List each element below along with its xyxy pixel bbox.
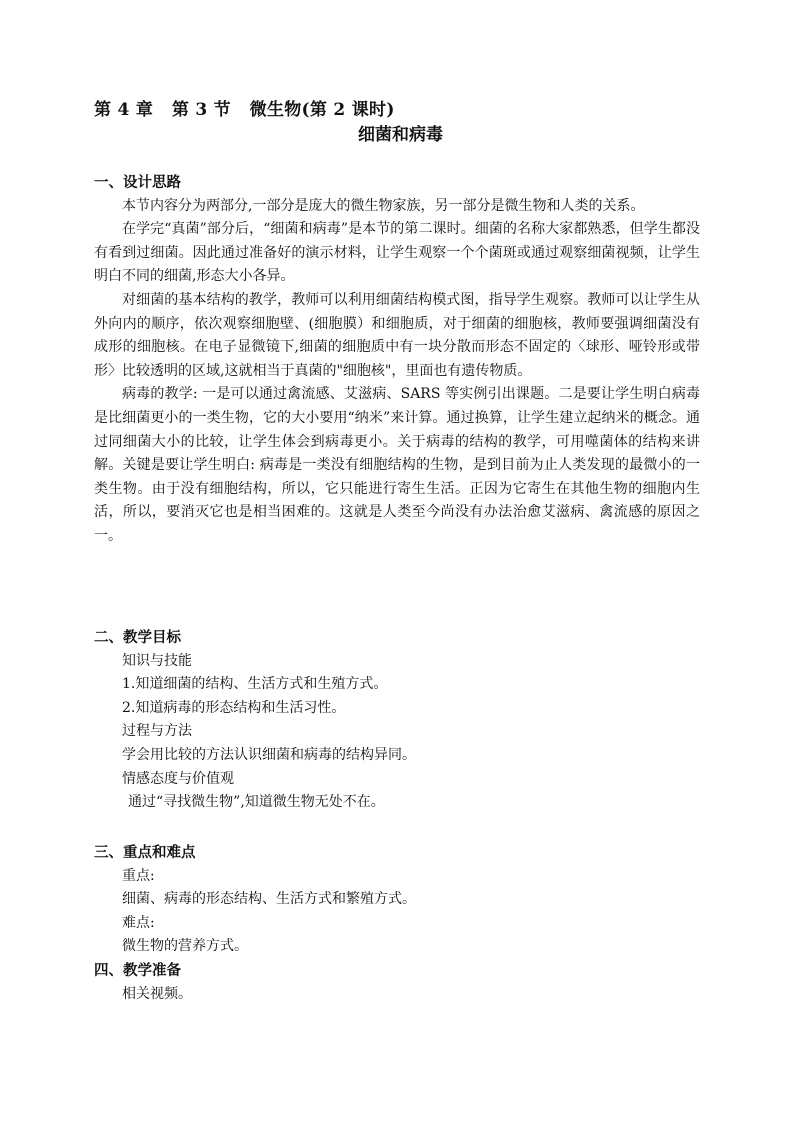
section-heading: 四、教学准备 xyxy=(94,961,181,979)
subheading: 知识与技能 xyxy=(122,652,192,669)
section-teaching-goals xyxy=(94,626,700,815)
list-item: 微生物的营养方式。 xyxy=(122,938,248,955)
section-heading: 三、重点和难点 xyxy=(94,844,196,861)
paragraph: 在学完“真菌”部分后，“细菌和病毒”是本节的第二课时。细菌的名称大家都熟悉，但学生都没有看到过细菌。因此通过准备好的演示材料，让学生观察一个个菌斑或通过观察细菌视频，让学生明白不同的细菌,形态大小各异。 xyxy=(94,221,700,285)
paragraph: 病毒的教学: 一是可以通过禽流感、艾滋病、SARS 等实例引出课题。二是要让学生明白病毒是比细菌更小的一类生物，它的大小要用“纳米”来计算。通过换算，让学生建立起纳米的概念。通过同细菌大小的比较，让学生体会到病毒更小。关于病毒的结构的教学，可用噬菌体的结构来讲解。关键是要让学生明白: 病毒是一类没有细胞结构的生物，是到目前为止人类发现的最微小的一类生物。由于没有细胞结构，所以，它只能进行寄生生活。正因为它寄生在其他生物的细胞内生活，所以，要消灭它也是相当困难的。这就是人类至今尚没有办法治愈艾滋病、禽流感的原因之一。 xyxy=(94,386,700,544)
chapter-title: 第 4 章 第 3 节 微生物(第 2 课时) xyxy=(94,100,395,120)
paragraph: 本节内容分为两部分,一部分是庞大的微生物家族，另一部分是微生物和人类的关系。 xyxy=(122,197,645,214)
list-item: 学会用比较的方法认识细菌和病毒的结构异同。 xyxy=(122,746,416,763)
subheading: 难点: xyxy=(122,914,155,931)
subheading: 过程与方法 xyxy=(122,723,192,740)
list-item: 2.知道病毒的形态结构和生活习性。 xyxy=(122,699,346,716)
list-item: 相关视频。 xyxy=(122,985,192,1002)
list-item: 通过“寻找微生物”,知道微生物无处不在。 xyxy=(128,794,385,811)
list-item: 细菌、病毒的形态结构、生活方式和繁殖方式。 xyxy=(122,891,416,908)
section-design-ideas xyxy=(94,171,700,549)
section-heading: 二、教学目标 xyxy=(94,629,181,646)
section-heading: 一、设计思路 xyxy=(94,174,181,191)
subheading: 重点: xyxy=(122,867,155,884)
list-item: 1.知道细菌的结构、生活方式和生殖方式。 xyxy=(122,676,388,693)
lesson-subtitle: 细菌和病毒 xyxy=(358,125,443,145)
section-key-points xyxy=(94,841,700,1006)
paragraph: 对细菌的基本结构的教学，教师可以利用细菌结构模式图，指导学生观察。教师可以让学生从外向内的顺序，依次观察细胞壁、(细胞膜）和细胞质，对于细菌的细胞核，教师要强调细菌没有成形的细胞核。在电子显微镜下,细菌的细胞质中有一块分散而形态不固定的〈球形、哑铃形或带形〉比较透明的区域,这就相当于真菌的"细胞核"，里面也有遗传物质。 xyxy=(94,291,700,379)
subheading: 情感态度与价值观 xyxy=(122,770,234,787)
